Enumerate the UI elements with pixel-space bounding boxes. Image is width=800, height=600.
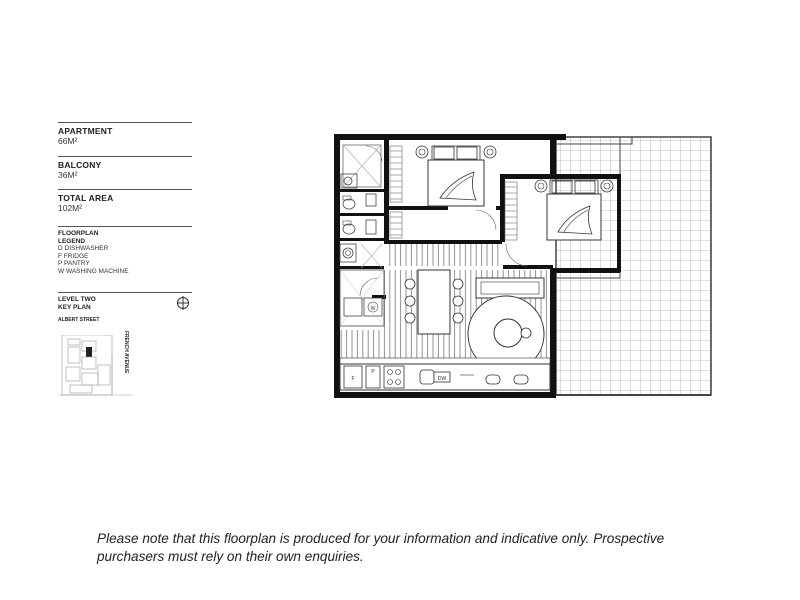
wardrobe-bed1: [390, 146, 402, 202]
legend-title: FLOORPLAN: [58, 230, 99, 237]
wardrobe-bed2: [505, 182, 517, 240]
apartment-value: 66M²: [58, 136, 78, 146]
entry-floor: [340, 330, 384, 358]
disclaimer-line-2: purchasers must rely on their own enquiries.: [97, 549, 364, 564]
total-area-label: TOTAL AREA: [58, 193, 114, 203]
shower-cross: [343, 145, 381, 187]
kitchen: [340, 358, 550, 390]
bed-1: [416, 146, 496, 230]
key-plan-street-french: FRENCH AVENUE: [123, 331, 129, 374]
disclaimer: [97, 530, 747, 566]
total-area-value: 102M²: [58, 203, 83, 213]
fridge-label: F: [351, 376, 355, 382]
balcony-label: BALCONY: [58, 160, 102, 170]
disclaimer-line-1: Please note that this floorplan is produced for your information and indicative only. Prospective: [97, 531, 665, 546]
key-plan-level: LEVEL TWO: [58, 296, 96, 303]
key-plan-street-albert: ALBERT STREET: [58, 317, 100, 323]
legend-item-pantry: P PANTRY: [58, 260, 90, 268]
legend-item-dishwasher: D DISHWASHER: [58, 245, 109, 252]
dishwasher-label: DW: [437, 376, 447, 382]
pantry-label: P: [371, 369, 375, 375]
legend-subtitle: LEGEND: [58, 237, 86, 245]
washer-label: W: [370, 306, 376, 312]
laundry: [340, 270, 384, 326]
apartment-label: APARTMENT: [58, 126, 113, 136]
hallway-floor: [389, 244, 501, 266]
legend-item-fridge: F FRIDGE: [58, 252, 89, 260]
legend-item-washing-machine: W WASHING MACHINE: [58, 267, 129, 275]
linen-cupboard: [390, 212, 402, 238]
balcony-value: 36M²: [58, 170, 78, 180]
bathroom: [340, 146, 382, 296]
key-plan-title: KEY PLAN: [58, 303, 91, 311]
